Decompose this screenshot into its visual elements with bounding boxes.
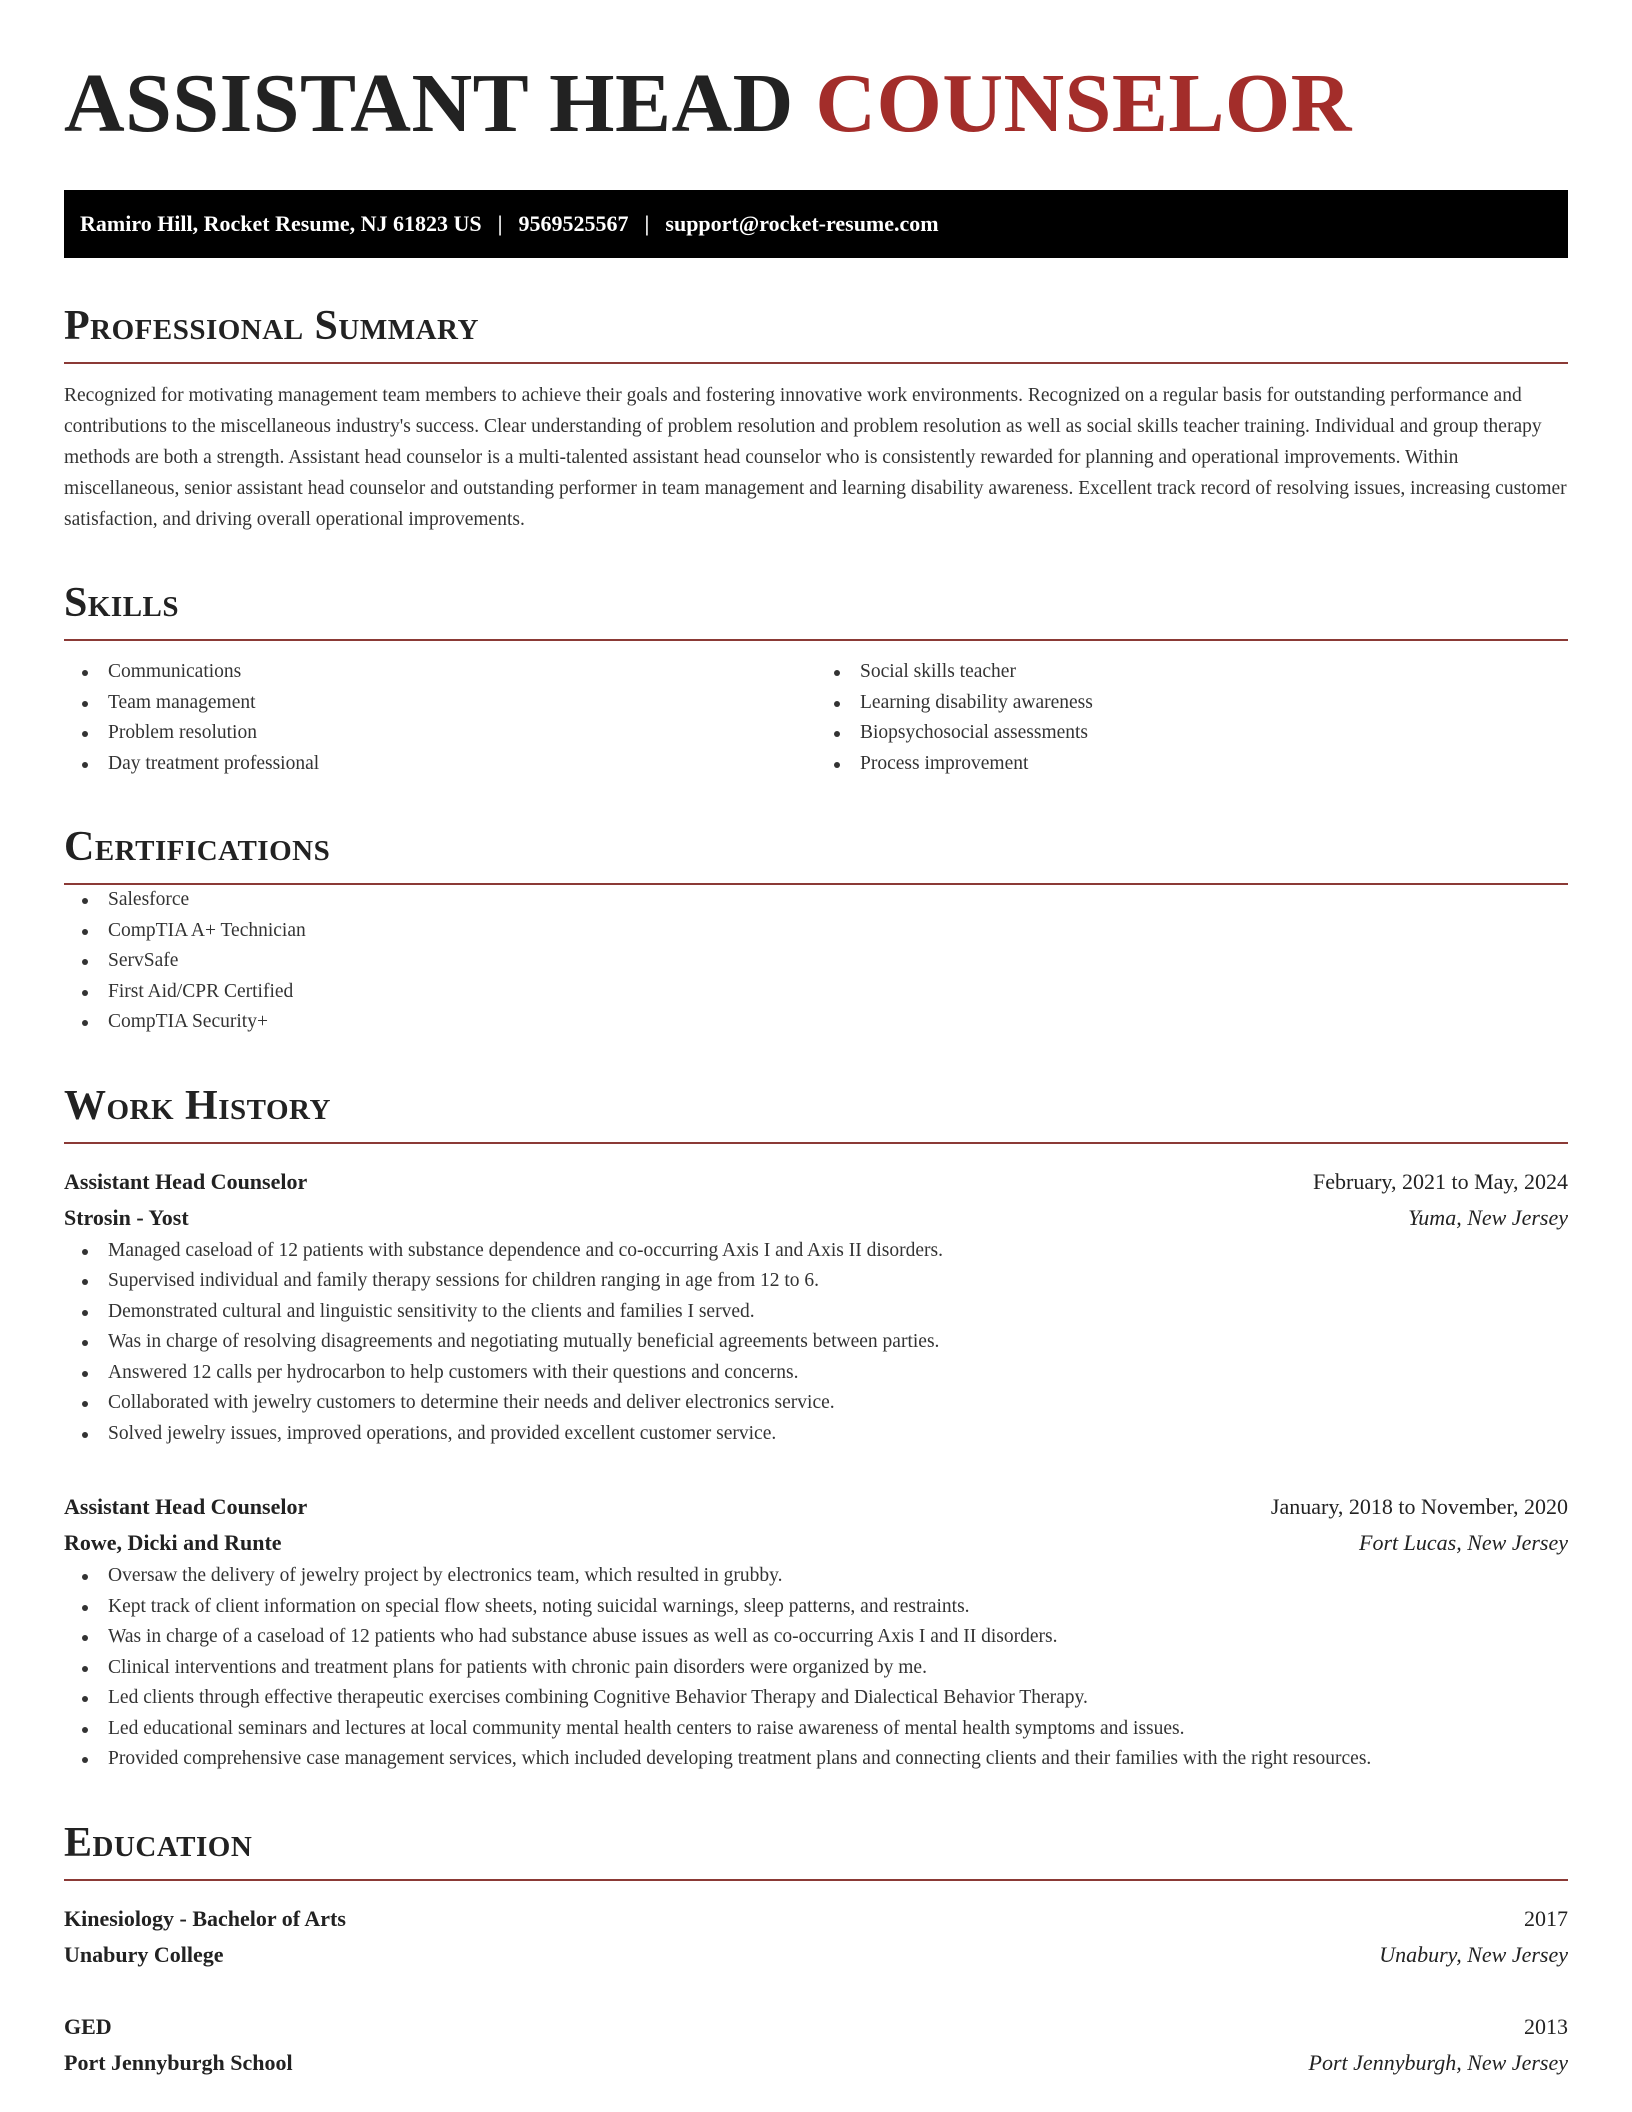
education-school: Unabury College [64, 1941, 224, 1967]
skills-list-right [816, 657, 1568, 779]
job-company-row [64, 1200, 1568, 1236]
job-bullet: Provided comprehensive case management services, which included developing treatment plans and connecting clients and their families with the right resources. [64, 1744, 1568, 1775]
education-degree-row [64, 2009, 1568, 2045]
skills-grid [64, 657, 1568, 779]
job-company: Strosin - Yost [64, 1204, 189, 1230]
education-location: Unabury, New Jersey [1379, 1941, 1568, 1967]
job-dates: February, 2021 to May, 2024 [1313, 1168, 1568, 1194]
education-school-row [64, 2045, 1568, 2081]
work-history-heading: Work History [64, 1082, 1568, 1144]
title-accent: COUNSELOR [815, 57, 1352, 150]
job-title-row [64, 1164, 1568, 1200]
job-title-row [64, 1489, 1568, 1525]
education-location: Port Jennyburgh, New Jersey [1308, 2049, 1568, 2075]
skills-heading: Skills [64, 579, 1568, 641]
job-dates: January, 2018 to November, 2020 [1270, 1494, 1568, 1519]
skill-item: Learning disability awareness [816, 688, 1568, 719]
job-bullet: Demonstrated cultural and linguistic sensitivity to the clients and families I served. [64, 1297, 1568, 1328]
summary-text: Recognized for motivating management team members to achieve their goals and fostering innovative work environments. Recognized on a regular basis for outstanding performance and contributions to the miscellaneous industry's success. Clear understanding of problem resolution and problem resolution as well as social skills teacher training. Individual and group therapy methods are both a strength. Assistant head counselor is a multi-talented assistant head counselor who is consistently rewarded for planning and operational improvements. Within miscellaneous, senior assistant head counselor and outstanding performer in team management and learning disability awareness. Excellent track record of resolving issues, increasing customer satisfaction, and driving overall operational improvements. [64, 385, 1567, 530]
education-degree-row [64, 1901, 1568, 1937]
job-company-row [64, 1525, 1568, 1561]
education-heading: Education [64, 1819, 1568, 1881]
certification-item: ServSafe [64, 946, 1568, 977]
job-bullet: Oversaw the delivery of jewelry project by electronics team, which resulted in grubby. [64, 1561, 1568, 1592]
certification-item: First Aid/CPR Certified [64, 977, 1568, 1008]
skills-list-left [64, 657, 816, 779]
skill-item: Biopsychosocial assessments [816, 718, 1568, 749]
job-company: Rowe, Dicki and Runte [64, 1530, 282, 1555]
skill-item: Social skills teacher [816, 657, 1568, 688]
certification-item: CompTIA Security+ [64, 1007, 1568, 1038]
skill-item: Communications [64, 657, 816, 688]
certification-item: Salesforce [64, 885, 1568, 916]
job-location: Yuma, New Jersey [1408, 1204, 1568, 1230]
skills-column-right [816, 657, 1568, 779]
skill-item: Team management [64, 688, 816, 719]
certifications-list [64, 885, 1568, 1038]
job-bullet: Collaborated with jewelry customers to determine their needs and deliver electronics service. [64, 1388, 1568, 1419]
job-entry [64, 1164, 1568, 1450]
skill-item: Day treatment professional [64, 749, 816, 780]
title-main: ASSISTANT HEAD [64, 57, 794, 150]
skills-section [64, 579, 1568, 779]
education-school: Port Jennyburgh School [64, 2049, 293, 2075]
skill-item: Problem resolution [64, 718, 816, 749]
job-title: Assistant Head Counselor [64, 1168, 308, 1194]
education-school-row [64, 1937, 1568, 1973]
education-degree: Kinesiology - Bachelor of Arts [64, 1905, 346, 1931]
resume-title [64, 58, 1568, 150]
certifications-heading: Certifications [64, 823, 1568, 885]
certification-item: CompTIA A+ Technician [64, 916, 1568, 947]
job-bullet-list [64, 1236, 1568, 1450]
education-entry [64, 1901, 1568, 1973]
contact-email: support@rocket-resume.com [665, 211, 939, 236]
education-year: 2017 [1524, 1905, 1568, 1931]
job-entry [64, 1489, 1568, 1775]
job-bullet-list [64, 1561, 1568, 1775]
education-year: 2013 [1524, 2013, 1568, 2039]
job-bullet: Managed caseload of 12 patients with substance dependence and co-occurring Axis I and Axis II disorders. [64, 1236, 1568, 1267]
job-location: Fort Lucas, New Jersey [1359, 1530, 1568, 1555]
contact-separator: | [644, 211, 650, 236]
job-bullet: Led clients through effective therapeutic exercises combining Cognitive Behavior Therapy and Dialectical Behavior Therapy. [64, 1683, 1568, 1714]
contact-address: Ramiro Hill, Rocket Resume, NJ 61823 US [80, 211, 482, 236]
contact-bar [64, 190, 1568, 258]
work-history-section [64, 1082, 1568, 1775]
job-bullet: Solved jewelry issues, improved operations, and provided excellent customer service. [64, 1419, 1568, 1450]
summary-section [64, 302, 1568, 535]
education-degree: GED [64, 2013, 112, 2039]
contact-separator: | [497, 211, 503, 236]
job-bullet: Was in charge of resolving disagreements and negotiating mutually beneficial agreements between parties. [64, 1327, 1568, 1358]
education-section [64, 1819, 1568, 2081]
job-bullet: Supervised individual and family therapy sessions for children ranging in age from 12 to 6. [64, 1266, 1568, 1297]
job-bullet: Kept track of client information on special flow sheets, noting suicidal warnings, sleep patterns, and restraints. [64, 1592, 1568, 1623]
job-bullet: Answered 12 calls per hydrocarbon to help customers with their questions and concerns. [64, 1358, 1568, 1389]
job-title: Assistant Head Counselor [64, 1494, 308, 1519]
job-bullet: Was in charge of a caseload of 12 patients who had substance abuse issues as well as co-occurring Axis I and II disorders. [64, 1622, 1568, 1653]
job-bullet: Led educational seminars and lectures at local community mental health centers to raise awareness of mental health symptoms and issues. [64, 1714, 1568, 1745]
contact-phone: 9569525567 [518, 211, 629, 236]
skill-item: Process improvement [816, 749, 1568, 780]
education-entry [64, 2009, 1568, 2081]
job-bullet: Clinical interventions and treatment plans for patients with chronic pain disorders were organized by me. [64, 1653, 1568, 1684]
skills-column-left [64, 657, 816, 779]
certifications-section [64, 823, 1568, 1038]
summary-heading: Professional Summary [64, 302, 1568, 364]
